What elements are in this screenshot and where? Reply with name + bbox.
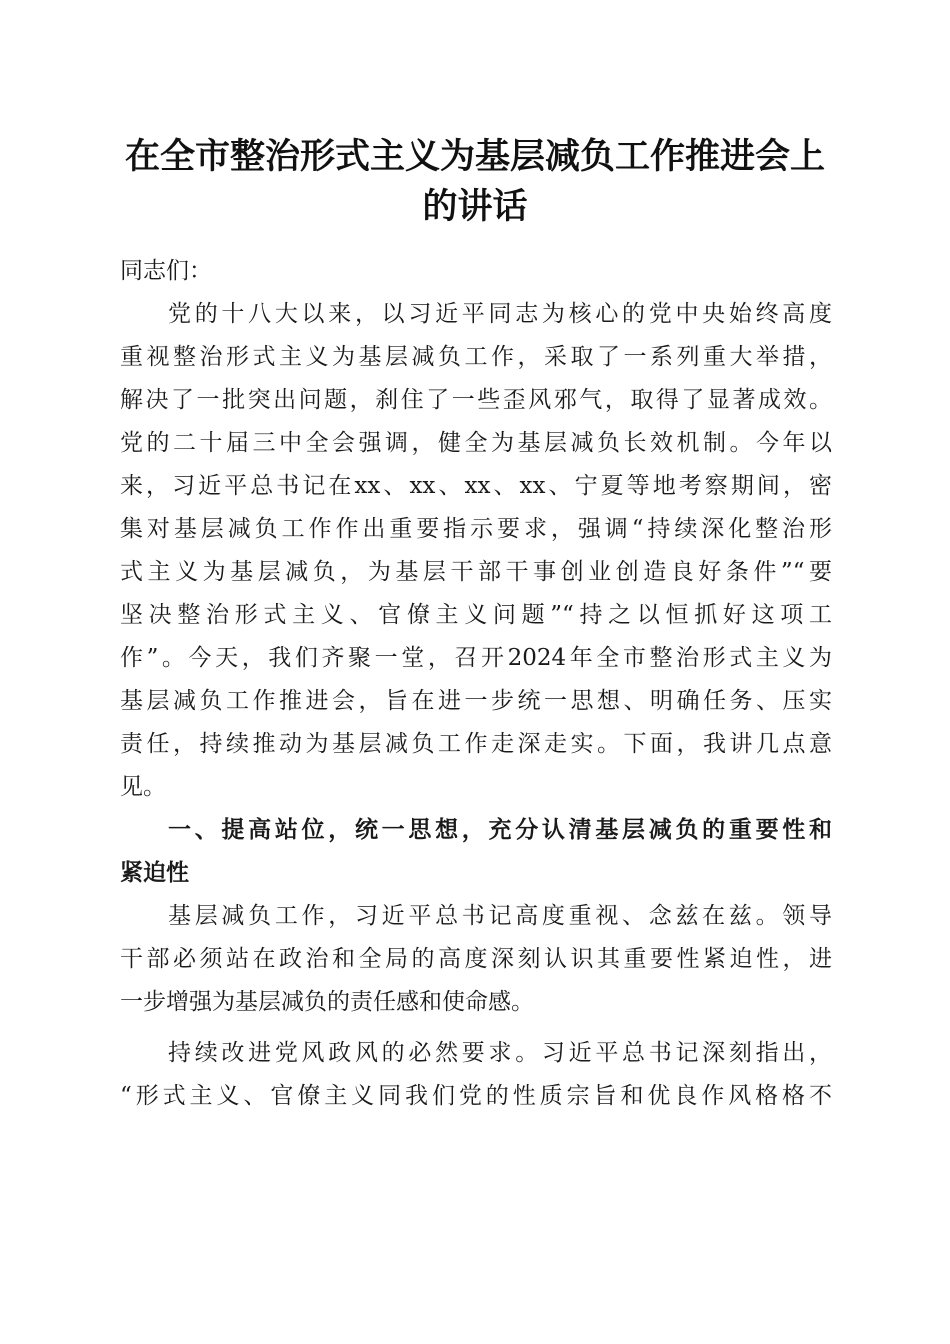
section-heading-1: [120, 809, 832, 895]
salutation: 同志们：: [120, 258, 212, 284]
title-line-2: 的讲话: [422, 186, 528, 227]
title-line-1: 在全市整治形式主义为基层减负工作推进会上: [124, 136, 825, 177]
paragraph-line: 见。: [120, 774, 166, 800]
paragraph-3: [120, 1032, 832, 1118]
paragraph-line: 持续改进党风政风的必然要求。习近平总书记深刻指出，: [168, 1040, 832, 1066]
paragraph-line: 来，习近平总书记在xx、xx、xx、xx、宁夏等地考察期间，密: [120, 473, 832, 499]
paragraph-line: 责任，持续推动为基层减负工作走深走实。下面，我讲几点意: [120, 731, 832, 757]
paragraph-line: 式主义为基层减负，为基层干部干事创业创造良好条件”“要: [120, 559, 832, 585]
paragraph-line: 党的十八大以来，以习近平同志为核心的党中央始终高度: [168, 301, 832, 327]
paragraph-line: 作”。今天，我们齐聚一堂，召开2024年全市整治形式主义为: [120, 645, 832, 671]
paragraph-line: 一步增强为基层减负的责任感和使命感。: [120, 989, 534, 1015]
heading-line: 紧迫性: [120, 860, 189, 886]
paragraph-line: 基层减负工作推进会，旨在进一步统一思想、明确任务、压实: [120, 688, 832, 714]
paragraph-line: 党的二十届三中全会强调，健全为基层减负长效机制。今年以: [120, 430, 832, 456]
paragraph-line: 集对基层减负工作作出重要指示要求，强调“持续深化整治形: [120, 516, 832, 542]
paragraph-line: 解决了一批突出问题，刹住了一些歪风邪气，取得了显著成效。: [120, 387, 832, 413]
paragraph-line: 坚决整治形式主义、官僚主义问题”“持之以恒抓好这项工: [120, 602, 832, 628]
paragraph-1: [120, 293, 832, 809]
document-title: [100, 132, 850, 232]
paragraph-line: 基层减负工作，习近平总书记高度重视、念兹在兹。领导: [168, 903, 832, 929]
paragraph-line: 重视整治形式主义为基层减负工作，采取了一系列重大举措，: [120, 344, 832, 370]
heading-line: 一、提高站位，统一思想，充分认清基层减负的重要性和: [168, 817, 832, 843]
paragraph-line: 干部必须站在政治和全局的高度深刻认识其重要性紧迫性，进: [120, 946, 832, 972]
document-body: [120, 250, 832, 1118]
paragraph-2: [120, 895, 832, 1024]
paragraph-line: “形式主义、官僚主义同我们党的性质宗旨和优良作风格格不: [120, 1083, 832, 1109]
